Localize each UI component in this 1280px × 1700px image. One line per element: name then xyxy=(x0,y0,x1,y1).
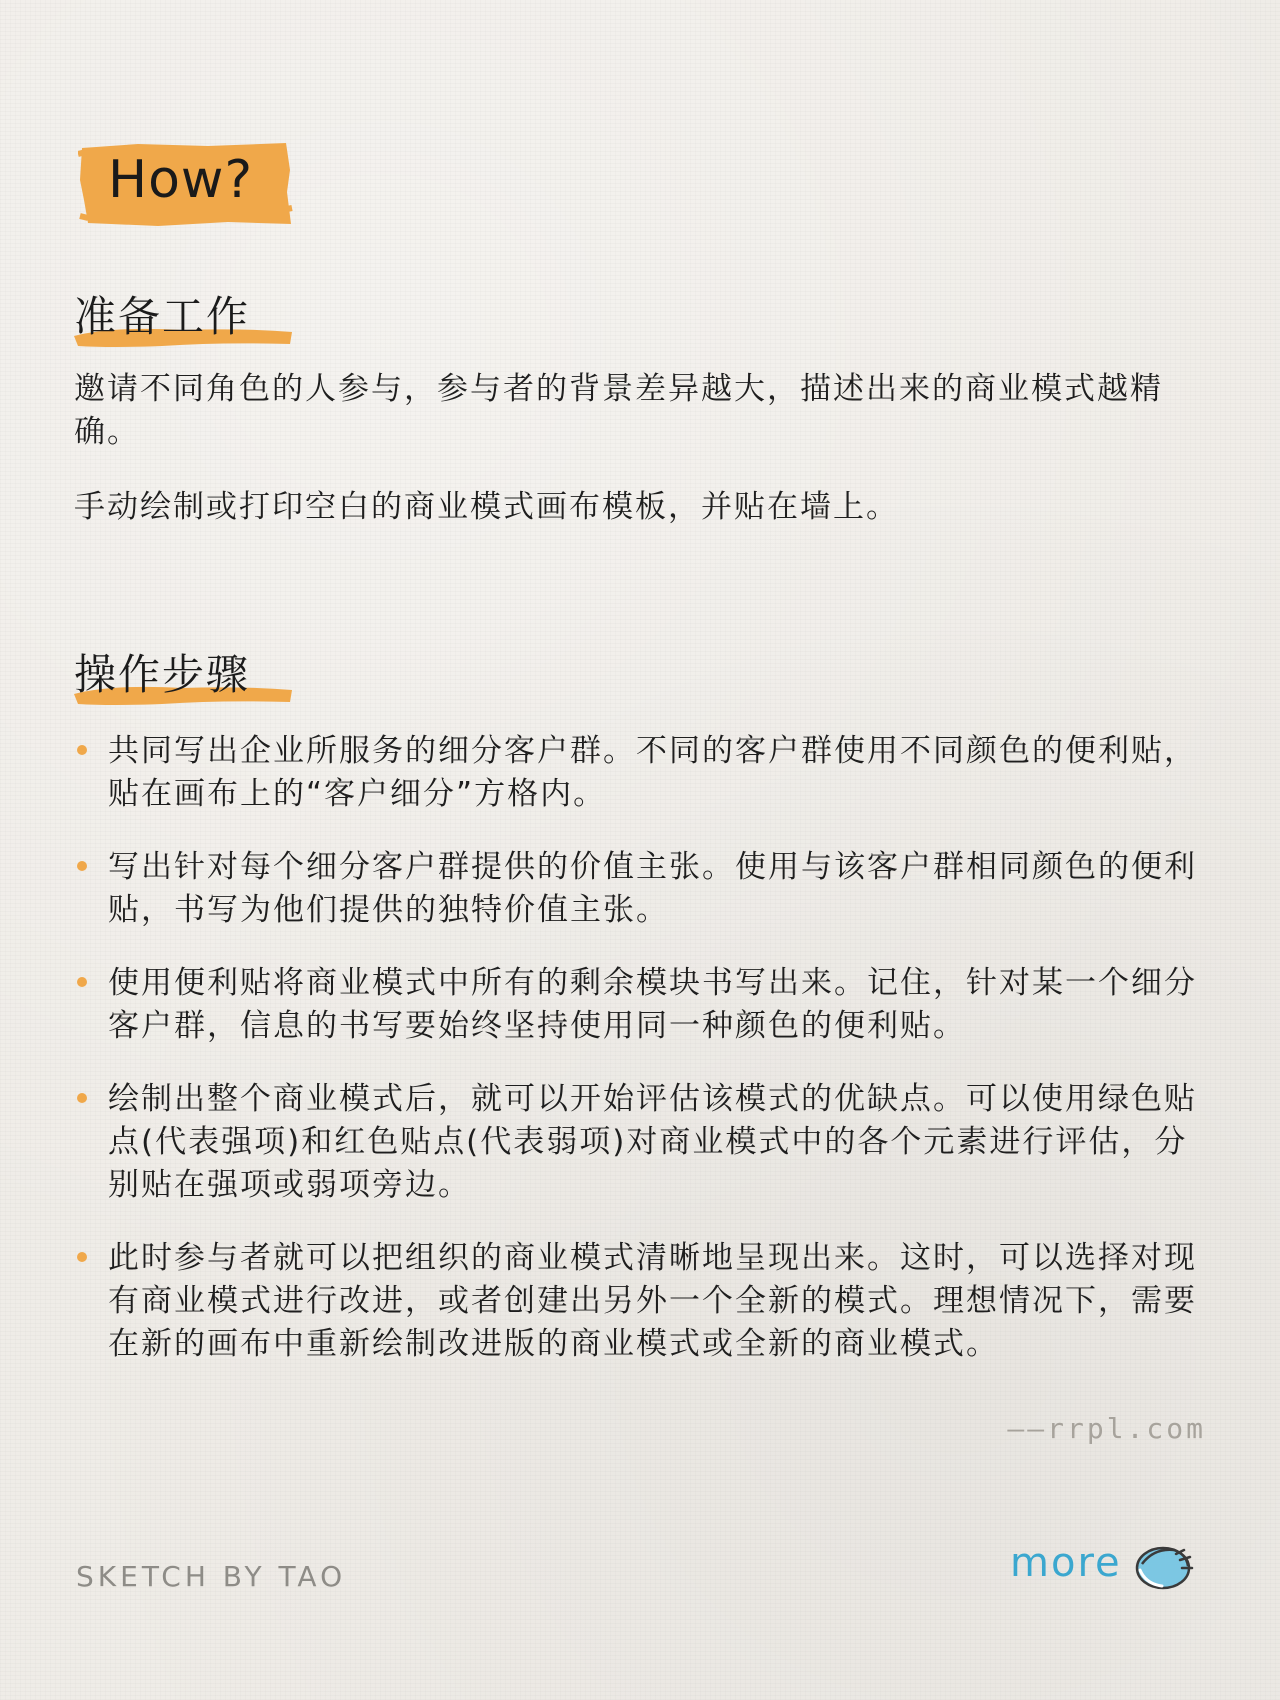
list-item xyxy=(74,962,1214,1048)
badge-title: How? xyxy=(108,150,254,210)
list-item xyxy=(74,1237,1214,1366)
signature: SKETCH BY TAO xyxy=(76,1560,347,1593)
more-label: more xyxy=(1010,1540,1122,1586)
list-item xyxy=(74,730,1214,816)
steps-heading-text: 操作步骤 xyxy=(74,650,251,699)
prep-heading-text: 准备工作 xyxy=(74,292,251,341)
bullet-dot-icon xyxy=(77,1252,87,1262)
step-text: 共同写出企业所服务的细分客户群。不同的客户群使用不同颜色的便利贴，贴在画布上的“客户细分”方格内。 xyxy=(108,733,1197,812)
prep-paragraph-2: 手动绘制或打印空白的商业模式画布模板，并贴在墙上。 xyxy=(74,489,899,525)
bullet-dot-icon xyxy=(77,1093,87,1103)
bullet-dot-icon xyxy=(77,977,87,987)
step-text: 绘制出整个商业模式后，就可以开始评估该模式的优缺点。可以使用绿色贴点(代表强项)和红色贴点(代表弱项)对商业模式中的各个元素进行评估，分别贴在强项或弱项旁边。 xyxy=(108,1081,1197,1203)
step-text: 此时参与者就可以把组织的商业模式清晰地呈现出来。这时，可以选择对现有商业模式进行改进，或者创建出另外一个全新的模式。理想情况下，需要在新的画布中重新绘制改进版的商业模式或全新的商业模式。 xyxy=(108,1240,1197,1362)
list-item xyxy=(74,846,1214,932)
prep-heading xyxy=(72,292,251,366)
bullet-dot-icon xyxy=(77,861,87,871)
steps-list xyxy=(74,730,1214,1396)
how-badge xyxy=(78,140,293,228)
step-text: 使用便利贴将商业模式中所有的剩余模块书写出来。记住，针对某一个细分客户群，信息的书写要始终坚持使用同一种颜色的便利贴。 xyxy=(108,965,1197,1044)
source-credit: ——rrpl.com xyxy=(1007,1412,1206,1445)
step-text: 写出针对每个细分客户群提供的价值主张。使用与该客户群相同颜色的便利贴，书写为他们提供的独特价值主张。 xyxy=(108,849,1197,928)
prep-paragraph-1: 邀请不同角色的人参与，参与者的背景差异越大，描述出来的商业模式越精确。 xyxy=(74,371,1163,450)
bullet-dot-icon xyxy=(77,745,87,755)
list-item xyxy=(74,1078,1214,1207)
steps-heading xyxy=(72,650,251,724)
swipe-hand-icon xyxy=(1132,1540,1194,1592)
